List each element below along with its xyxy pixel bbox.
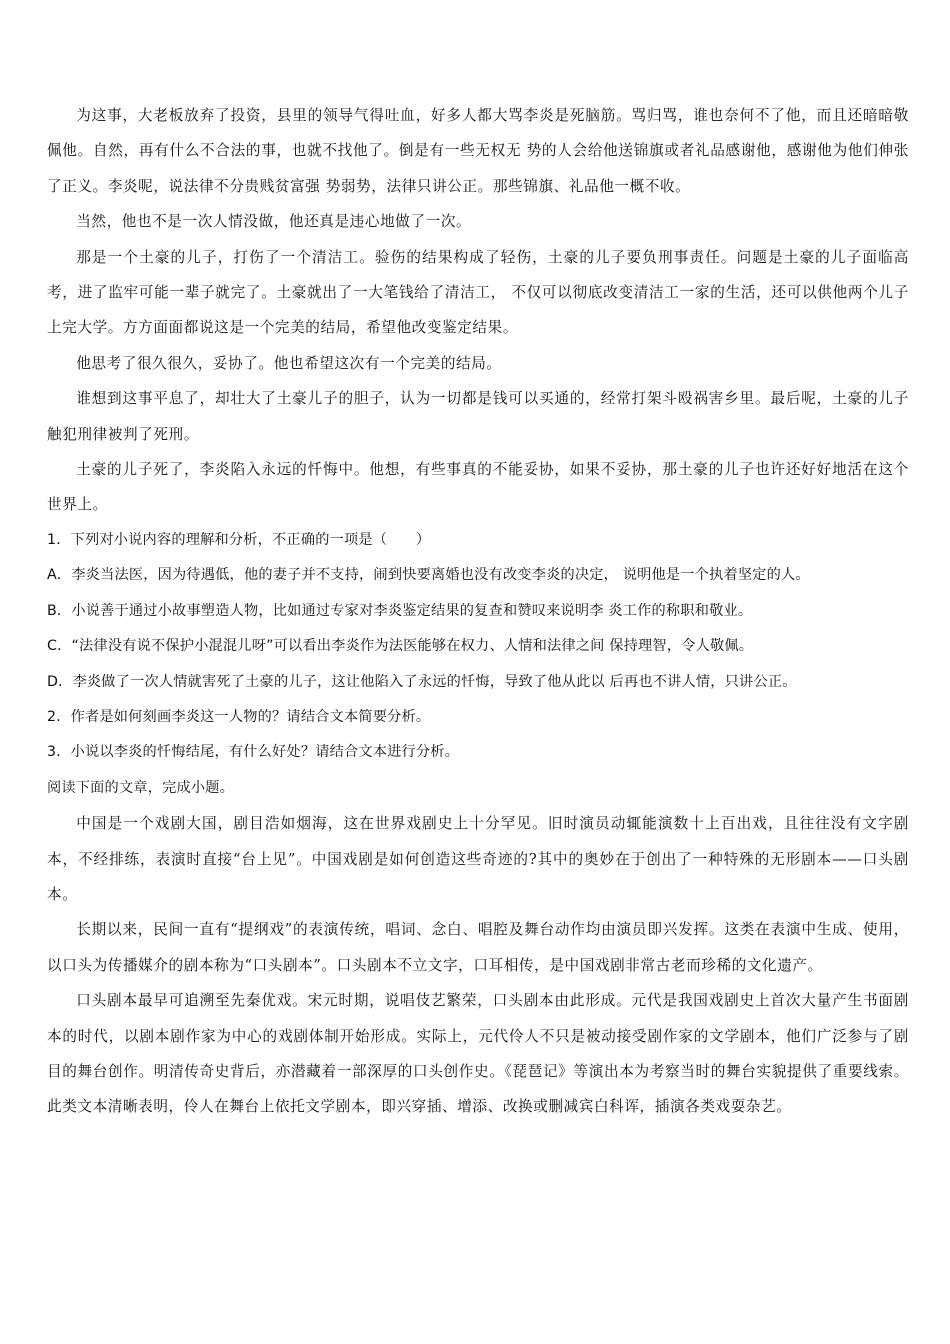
question-3: 3．小说以李炎的忏悔结尾，有什么好处？请结合文本进行分析。 [47, 744, 460, 761]
story-paragraph-3: 那是一个土豪的儿子，打伤了一个清洁工。验伤的结果构成了轻伤，土豪的儿子要负刑事责任。问题是土豪的儿子面临高考，进了监牢可能一辈子就完了。土豪就出了一大笔钱给了清洁工， 不仅可以彻底改变清洁工一家的生活，还可以供他两个儿子上完大学。方方面面都说这是一个完美的结局，希望他改变鉴定结果。 [47, 248, 909, 337]
story-paragraph-6: 土豪的儿子死了，李炎陷入永远的忏悔中。他想，有些事真的不能妥协，如果不妥协，那土豪的儿子也许还好好地活在这个世界上。 [47, 461, 909, 514]
question-1-option-b: B．小说善于通过小故事塑造人物，比如通过专家对李炎鉴定结果的复查和赞叹来说明李 炎工作的称职和敬业。 [47, 602, 753, 619]
page-content [47, 98, 909, 1125]
reading-instruction: 阅读下面的文章，完成小题。 [47, 779, 235, 796]
story-paragraph-2: 当然，他也不是一次人情没做，他还真是违心地做了一次。 [76, 213, 472, 231]
question-1-option-d: D．李炎做了一次人情就害死了土豪的儿子，这让他陷入了永远的忏悔，导致了他从此以 后再也不讲人情，只讲公正。 [47, 673, 797, 690]
story-paragraph-5: 谁想到这事平息了，却壮大了土豪儿子的胆子，认为一切都是钱可以买通的，经常打架斗殴祸害乡里。最后呢，土豪的儿子触犯刑律被判了死刑。 [47, 390, 909, 443]
question-1-option-a: A．李炎当法医，因为待遇低，他的妻子并不支持，闹到快要离婚也没有改变李炎的决定， 说明他是一个执着坚定的人。 [47, 567, 810, 584]
question-1-option-c: C．“法律没有说不保护小混混儿呀”可以看出李炎作为法医能够在权力、人情和法律之间 保持理智，令人敬佩。 [47, 638, 754, 655]
question-2: 2．作者是如何刻画李炎这一人物的？请结合文本简要分析。 [47, 708, 431, 725]
article-paragraph-2: 长期以来，民间一直有“提纲戏”的表演传统，唱词、念白、唱腔及舞台动作均由演员即兴发挥。这类在表演中生成、使用，以口头为传播媒介的剧本称为“口头剧本”。口头剧本不立文字，口耳相传，是中国戏剧非常古老而珍稀的文化遗产。 [47, 921, 909, 974]
article-paragraph-3: 口头剧本最早可追溯至先秦优戏。宋元时期，说唱伎艺繁荣，口头剧本由此形成。元代是我国戏剧史上首次大量产生书面剧本的时代，以剧本剧作家为中心的戏剧体制开始形成。实际上，元代伶人不只是被动接受剧作家的文学剧本，他们广泛参与了剧目的舞台创作。明清传奇史背后，亦潜藏着一部深厚的口头创作史。《琵琶记》等演出本为考察当时的舞台实貌提供了重要线索。此类文本清晰表明，伶人在舞台上依托文学剧本，即兴穿插、增添、改换或删减宾白科诨，插演各类戏耍杂艺。 [47, 992, 909, 1116]
question-1: 1．下列对小说内容的理解和分析，不正确的一项是（ ） [47, 531, 431, 548]
story-paragraph-4: 他思考了很久很久，妥协了。他也希望这次有一个完美的结局。 [76, 354, 502, 372]
article-paragraph-1: 中国是一个戏剧大国，剧目浩如烟海，这在世界戏剧史上十分罕见。旧时演员动辄能演数十上百出戏，且往往没有文字剧本，不经排练，表演时直接“台上见”。中国戏剧是如何创造这些奇迹的?其中的奥妙在于创出了一种特殊的无形剧本——口头剧本。 [47, 815, 909, 903]
story-paragraph-1: 为这事，大老板放弃了投资，县里的领导气得吐血，好多人都大骂李炎是死脑筋。骂归骂，谁也奈何不了他，而且还暗暗敬佩他。自然，再有什么不合法的事，也就不找他了。倒是有一些无权无 势的人会给他送锦旗或者礼品感谢他，感谢他为他们伸张了正义。李炎呢，说法律不分贵贱贫富强 势弱势，法律只讲公正。那些锦旗、礼品他一概不收。 [47, 107, 909, 195]
